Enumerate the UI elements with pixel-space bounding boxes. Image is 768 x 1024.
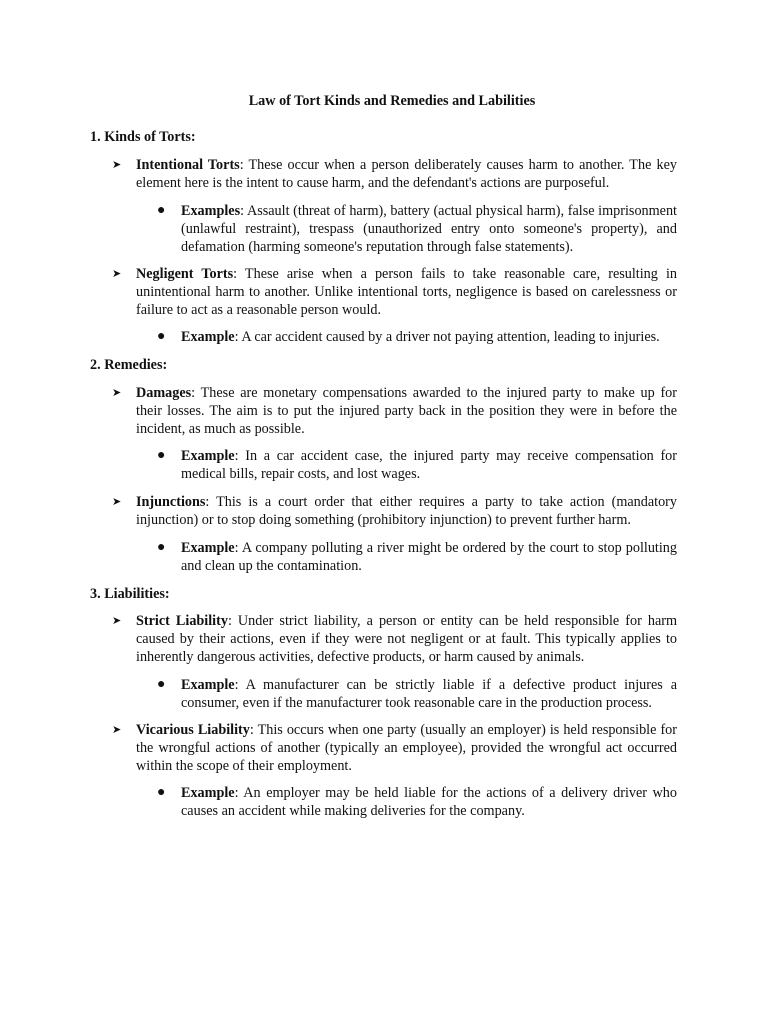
sub-term: Example xyxy=(181,329,235,345)
term-vicarious-liability: Vicarious Liability xyxy=(136,722,250,738)
item-text: : This is a court order that either requires a party to take action (mandatory injunction) or to stop doing something (prohibitory injunction) to prevent further harm. xyxy=(136,494,677,528)
sub-item-example xyxy=(157,539,677,575)
arrow-bullet-icon: ➤ xyxy=(112,268,122,280)
sub-text: : A manufacturer can be strictly liable if a defective product injures a consumer, even if the manufacturer took reasonable care in the production process. xyxy=(181,677,677,711)
dot-bullet-icon: ● xyxy=(157,329,166,344)
sub-term: Example xyxy=(181,785,235,801)
sub-item-example xyxy=(157,676,677,712)
sub-item-example xyxy=(157,328,677,346)
arrow-bullet-icon: ➤ xyxy=(112,387,122,399)
item-text: : These are monetary compensations awarded to the injured party to make up for their losses. The aim is to put the injured party back in the position they were in before the incident, as much as possible. xyxy=(136,385,677,437)
sub-text: : A car accident caused by a driver not paying attention, leading to injuries. xyxy=(234,329,660,345)
sub-item-examples xyxy=(157,202,677,256)
term-intentional-torts: Intentional Torts xyxy=(136,157,240,173)
sub-item-example xyxy=(157,447,677,483)
list-item-injunctions xyxy=(112,493,677,529)
term-negligent-torts: Negligent Torts xyxy=(136,266,234,282)
item-text: : These occur when a person deliberately causes harm to another. The key element here is the intent to cause harm, and the defendant's actions are purposeful. xyxy=(136,157,677,191)
sub-text: : An employer may be held liable for the actions of a delivery driver who causes an accident while making deliveries for the company. xyxy=(181,785,677,819)
item-text: : Under strict liability, a person or entity can be held responsible for harm caused by their actions, even if they were not negligent or at fault. This typically applies to inherently dangerous activities, defective products, or harm caused by animals. xyxy=(136,613,677,665)
term-injunctions: Injunctions xyxy=(136,494,206,510)
list-item-strict-liability xyxy=(112,612,677,666)
sub-text: : A company polluting a river might be ordered by the court to stop polluting and clean up the contamination. xyxy=(181,540,677,574)
sub-text: : In a car accident case, the injured party may receive compensation for medical bills, repair costs, and lost wages. xyxy=(181,448,677,482)
document-title: Law of Tort Kinds and Remedies and Labilities xyxy=(248,93,536,109)
dot-bullet-icon: ● xyxy=(157,677,166,692)
sub-term: Example xyxy=(181,448,235,464)
sub-term: Example xyxy=(181,677,235,693)
item-text: : This occurs when one party (usually an employer) is held responsible for the wrongful actions of another (typically an employee), provided the wrongful act occurred within the scope of their employment. xyxy=(136,722,677,774)
list-item-vicarious-liability xyxy=(112,721,677,775)
dot-bullet-icon: ● xyxy=(157,448,166,463)
item-text: : These arise when a person fails to take reasonable care, resulting in unintentional harm to another. Unlike intentional torts, negligence is based on carelessness or failure to act as a reasonable person would. xyxy=(136,266,677,318)
arrow-bullet-icon: ➤ xyxy=(112,724,122,736)
list-item-intentional-torts xyxy=(112,156,677,192)
sub-term: Examples xyxy=(181,203,241,219)
dot-bullet-icon: ● xyxy=(157,785,166,800)
dot-bullet-icon: ● xyxy=(157,540,166,555)
section-heading-kinds-of-torts: 1. Kinds of Torts: xyxy=(90,129,196,145)
term-damages: Damages xyxy=(136,385,192,401)
sub-text: : Assault (threat of harm), battery (actual physical harm), false imprisonment (unlawful restraint), trespass (unauthorized entry onto someone's property), and defamation (harming someone's reputation through false statements). xyxy=(181,203,677,255)
dot-bullet-icon: ● xyxy=(157,203,166,218)
arrow-bullet-icon: ➤ xyxy=(112,159,122,171)
arrow-bullet-icon: ➤ xyxy=(112,496,122,508)
section-heading-liabilities: 3. Liabilities: xyxy=(90,586,170,602)
sub-term: Example xyxy=(181,540,235,556)
section-heading-remedies: 2. Remedies: xyxy=(90,357,168,373)
list-item-damages xyxy=(112,384,677,438)
arrow-bullet-icon: ➤ xyxy=(112,615,122,627)
term-strict-liability: Strict Liability xyxy=(136,613,228,629)
list-item-negligent-torts xyxy=(112,265,677,319)
sub-item-example xyxy=(157,784,677,820)
